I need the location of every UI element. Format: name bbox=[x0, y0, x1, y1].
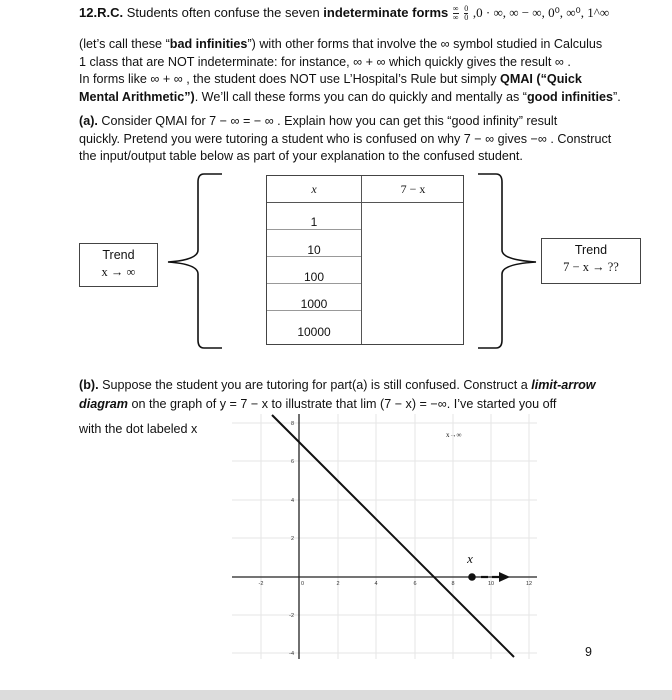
table-x-cell: 100 bbox=[303, 270, 325, 284]
table-x-cell: 10 bbox=[307, 243, 321, 257]
part-b-line-2: diagram on the graph of y = 7 − x to illustrate that lim (7 − x) = −∞. I’ve started you off bbox=[79, 397, 557, 411]
trend-left-box bbox=[79, 243, 158, 287]
table-header-divider bbox=[267, 202, 463, 203]
x-tick-label: 8 bbox=[451, 581, 455, 587]
input-output-table bbox=[266, 175, 464, 345]
intro-paragraph bbox=[79, 36, 621, 106]
y-tick-label: -2 bbox=[289, 613, 294, 619]
grid bbox=[232, 414, 537, 659]
heading-bold-term: indeterminate forms bbox=[323, 5, 449, 20]
y-tick-label: 6 bbox=[290, 459, 294, 465]
x-tick-label: 4 bbox=[374, 581, 378, 587]
dot-label: x bbox=[467, 551, 473, 566]
heading-intro: Students often confuse the seven bbox=[126, 5, 320, 20]
page-number: 9 bbox=[585, 645, 592, 659]
limit-subscript: x→∞ bbox=[446, 431, 462, 439]
left-brace bbox=[160, 172, 230, 352]
x-tick-label: -2 bbox=[258, 581, 264, 587]
fraction-zero-over-zero: $\frac{0}{0}$ bbox=[464, 4, 469, 23]
part-b-line-1: (b). Suppose the student you are tutoring for part(a) is still confused. Construct a limit-arrow bbox=[79, 378, 596, 392]
part-a-paragraph bbox=[79, 113, 611, 166]
intro-line-1: (let’s call these “bad infinities”) with other forms that involve the ∞ symbol studied in Calculus bbox=[79, 37, 603, 51]
fraction-inf-over-inf: $\frac{\infty}{\infty}$ bbox=[452, 4, 459, 23]
x-tick-label: 12 bbox=[525, 581, 533, 587]
table-x-cell: 1 bbox=[310, 215, 318, 229]
problem-heading bbox=[79, 5, 609, 22]
x-tick-label: 2 bbox=[336, 581, 340, 587]
table-header-x: x bbox=[311, 182, 317, 196]
intro-line-4: Mental Arithmetic”). We’ll call these forms you can do quickly and mentally as “good infinities”. bbox=[79, 89, 621, 104]
heading-forms-list: ,0 · ∞, ∞ − ∞, 0⁰, ∞⁰, 1^∞ bbox=[472, 5, 610, 20]
intro-line-2: 1 class that are NOT indeterminate: for instance, ∞ + ∞ which quickly gives the result ∞ . bbox=[79, 54, 571, 69]
intro-line-3: In forms like ∞ + ∞ , the student does NOT use L’Hospital’s Rule but simply QMAI (“Quick bbox=[79, 72, 582, 86]
y-tick-label: -4 bbox=[289, 651, 294, 657]
y-tick-label: 4 bbox=[290, 498, 294, 504]
function-line bbox=[272, 415, 514, 657]
right-brace bbox=[476, 172, 546, 352]
start-dot bbox=[468, 573, 476, 581]
part-a-line-3: the input/output table below as part of your explanation to the confused student. bbox=[79, 149, 523, 163]
footer-bar bbox=[0, 690, 672, 700]
table-header-fx: 7 − x bbox=[400, 182, 426, 196]
part-a-line-2: quickly. Pretend you were tutoring a student who is confused on why 7 − ∞ gives −∞ . Construct bbox=[79, 131, 612, 146]
table-x-cell: 1000 bbox=[300, 297, 328, 311]
trend-right-expr: 7 − x → ?? bbox=[563, 260, 619, 274]
x-tick-label: 10 bbox=[487, 581, 495, 587]
x-tick-label: 6 bbox=[413, 581, 417, 587]
y-tick-label: 8 bbox=[290, 421, 294, 427]
dashed-arrow bbox=[481, 572, 510, 582]
trend-right-title: Trend bbox=[574, 243, 608, 257]
y-tick-label: 2 bbox=[290, 536, 294, 542]
trend-left-expr: x → ∞ bbox=[101, 265, 136, 279]
part-b-line-3: with the dot labeled x bbox=[79, 422, 198, 436]
table-x-cell: 10000 bbox=[297, 325, 331, 339]
problem-number: 12.R.C. bbox=[79, 5, 124, 20]
trend-left-title: Trend bbox=[102, 248, 135, 262]
x-tick-label: 0 bbox=[301, 581, 305, 587]
part-a-line-1: (a). Consider QMAI for 7 − ∞ = − ∞ . Explain how you can get this “good infinity” result bbox=[79, 114, 558, 128]
trend-right-box bbox=[541, 238, 641, 284]
graph-y-equals-7-minus-x bbox=[232, 414, 542, 664]
